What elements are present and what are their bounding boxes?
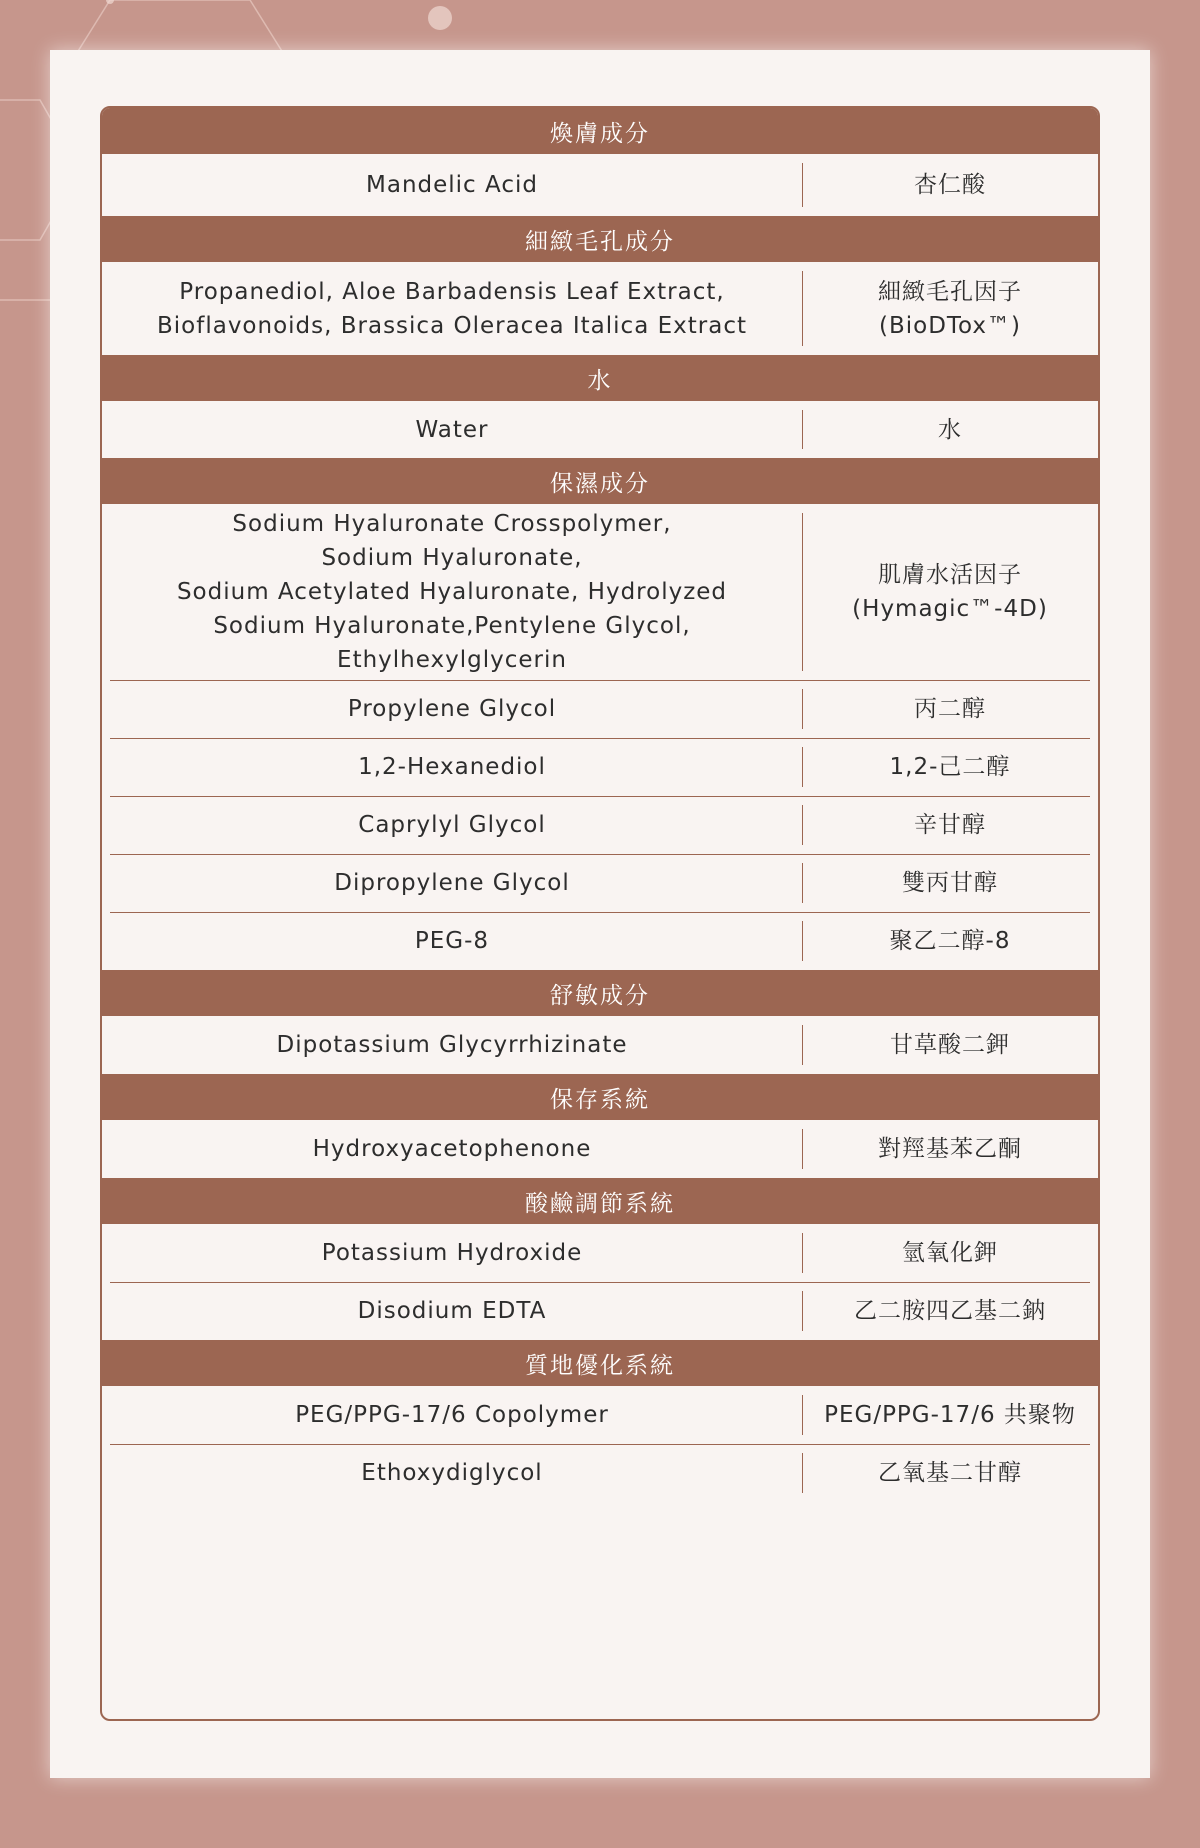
ingredient-row	[102, 1444, 1098, 1502]
ingredient-row	[102, 1224, 1098, 1282]
ingredient-chinese-name: 聚乙二醇-8	[802, 912, 1098, 970]
ingredient-row	[102, 1120, 1098, 1178]
ingredient-inci-name: PEG/PPG-17/6 Copolymer	[295, 1402, 609, 1428]
ingredient-inci-name: 1,2-Hexanediol	[358, 754, 546, 780]
section-header: 質地優化系統	[102, 1340, 1098, 1386]
ingredient-inci-name: Propylene Glycol	[347, 696, 557, 722]
section-header: 水	[102, 355, 1098, 401]
section-header: 煥膚成分	[102, 108, 1098, 154]
ingredient-inci-name: Water	[415, 416, 489, 443]
ingredient-chinese-name: 肌膚水活因子 (Hymagic™-4D)	[802, 504, 1098, 680]
section-header: 酸鹼調節系統	[102, 1178, 1098, 1224]
ingredient-row	[102, 401, 1098, 458]
ingredient-chinese-name: 氫氧化鉀	[802, 1224, 1098, 1282]
ingredient-chinese-name: 甘草酸二鉀	[802, 1016, 1098, 1074]
ingredient-inci-name: Dipropylene Glycol	[334, 870, 570, 896]
ingredient-chinese-name: 乙二胺四乙基二鈉	[802, 1282, 1098, 1340]
ingredient-row	[102, 796, 1098, 854]
ingredient-row	[102, 680, 1098, 738]
section-header: 舒敏成分	[102, 970, 1098, 1016]
ingredient-row	[102, 504, 1098, 680]
ingredient-inci-name: Caprylyl Glycol	[358, 812, 546, 838]
ingredient-chinese-name: 杏仁酸	[802, 154, 1098, 216]
ingredient-row	[102, 1016, 1098, 1074]
ingredient-inci-name: Ethoxydiglycol	[361, 1460, 543, 1486]
ingredient-inci-name: Mandelic Acid	[366, 172, 538, 198]
ingredient-table	[100, 106, 1100, 1721]
ingredient-inci-name: PEG-8	[414, 928, 490, 954]
ingredient-chinese-name: 對羥基苯乙酮	[802, 1120, 1098, 1178]
ingredient-inci-name: Disodium EDTA	[357, 1298, 547, 1324]
ingredient-card	[50, 50, 1150, 1778]
ingredient-chinese-name: 辛甘醇	[802, 796, 1098, 854]
ingredient-row	[102, 912, 1098, 970]
ingredient-row	[102, 1282, 1098, 1340]
ingredient-row	[102, 262, 1098, 355]
ingredient-chinese-name: 細緻毛孔因子 (BioDTox™)	[802, 262, 1098, 355]
ingredient-chinese-name: PEG/PPG-17/6 共聚物	[802, 1386, 1098, 1444]
ingredient-chinese-name: 水	[802, 401, 1098, 458]
section-header: 保濕成分	[102, 458, 1098, 504]
ingredient-inci-name: Sodium Hyaluronate Crosspolymer, Sodium Hyaluronate, Sodium Acetylated Hyaluronate, Hydrolyzed Sodium Hyaluronate,Pentylene Glycol, Ethylhexylglycerin	[176, 511, 728, 673]
ingredient-row	[102, 154, 1098, 216]
ingredient-chinese-name: 丙二醇	[802, 680, 1098, 738]
ingredient-row	[102, 854, 1098, 912]
ingredient-row	[102, 1386, 1098, 1444]
ingredient-chinese-name: 乙氧基二甘醇	[802, 1444, 1098, 1502]
ingredient-chinese-name: 1,2-己二醇	[802, 738, 1098, 796]
ingredient-inci-name: Hydroxyacetophenone	[312, 1136, 592, 1162]
ingredient-inci-name: Potassium Hydroxide	[321, 1240, 583, 1266]
ingredient-row	[102, 738, 1098, 796]
ingredient-inci-name: Dipotassium Glycyrrhizinate	[276, 1032, 628, 1058]
ingredient-chinese-name: 雙丙甘醇	[802, 854, 1098, 912]
section-header: 保存系統	[102, 1074, 1098, 1120]
ingredient-inci-name: Propanediol, Aloe Barbadensis Leaf Extract, Bioflavonoids, Brassica Oleracea Italica Extract	[157, 278, 747, 339]
section-header: 細緻毛孔成分	[102, 216, 1098, 262]
